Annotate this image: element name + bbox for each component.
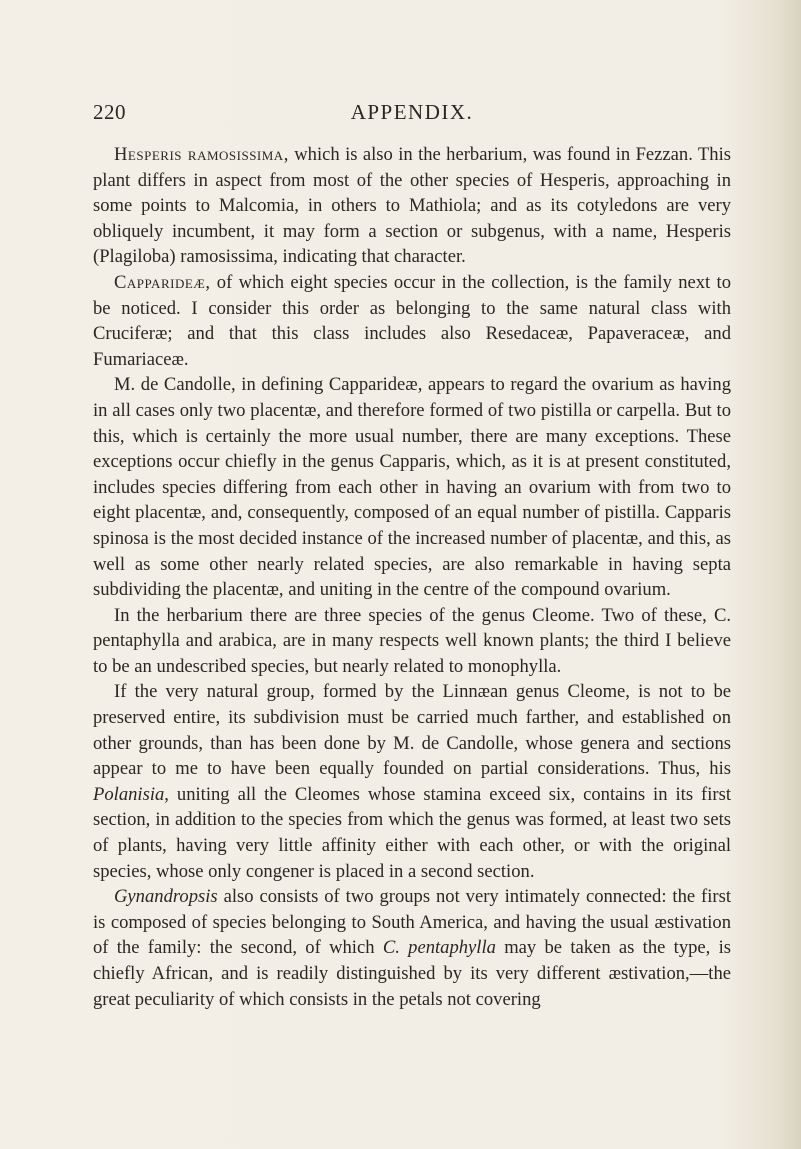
paragraph-text: of which eight species occur in the collection, is the family next to be noticed. I consider this order as belonging to the same natural class with Cruciferæ; and that this class includes also Resedaceæ, Papaveraceæ, and Fumariaceæ. <box>93 271 731 370</box>
page-number: 220 <box>93 100 126 124</box>
italic-genus: Gynandropsis <box>114 886 218 908</box>
paragraph-text: In the herbarium there are three species of the genus Cleome. Two of these, C. pentaphylla and arabica, are in many respects well known plants; the third I believe to be an undescribed species, but nearly related to monophylla. <box>93 604 731 677</box>
paragraph-gynandropsis <box>93 884 731 1012</box>
lead-term: Hesperis ramosissima, <box>114 144 289 165</box>
paragraph-polanisia <box>93 679 731 884</box>
paragraph-text: also consists of two groups not very intimately connected: the first is composed of species belonging to South America, and having the usual æstivation of the family: the second, of which <box>93 886 731 959</box>
paragraph-hesperis <box>93 142 731 270</box>
lead-term: Capparideæ, <box>114 271 211 293</box>
paragraph-text: , uniting all the Cleomes whose stamina exceed six, contains in its first section, in addition to the species from which the genus was formed, at least two sets of plants, having very little affinity either with each other, or with the original species, whose only congener is placed in a second section. <box>93 783 731 882</box>
paragraph-text: If the very natural group, formed by the Linnæan genus Cleome, is not to be preserved entire, its subdivision must be carried much farther, and established on other grounds, than has been done by M. de Candolle, whose genera and sections appear to me to have been equally founded on partial considerations. Thus, his <box>93 681 731 780</box>
page-header <box>93 100 731 130</box>
paragraph-capparideae <box>93 270 731 372</box>
paragraph-cleome <box>93 603 731 680</box>
paragraph-text: may be taken as the type, is chiefly African, and is readily distinguished by its very different æstivation,—the great peculiarity of which consists in the petals not covering <box>93 937 732 1010</box>
paragraph-text: M. de Candolle, in defining Capparideæ, appears to regard the ovarium as having in all cases only two placentæ, and therefore formed of two pistilla or carpella. But to this, which is certainly the more usual number, there are many exceptions. These exceptions occur chiefly in the genus Capparis, which, as it is at present constituted, includes species differing from each other in having an ovarium with from two to eight placentæ, and, consequently, composed of an equal number of pistilla. Capparis spinosa is the most decided instance of the increased number of placentæ, and this, as well as some other nearly related species, are also remarkable in having septa subdividing the placentæ, and uniting in the centre of the compound ovarium. <box>93 374 731 601</box>
italic-species: C. pentaphylla <box>382 937 496 959</box>
paragraph-candolle <box>93 372 731 602</box>
body-text <box>93 142 731 1012</box>
paragraph-text: which is also in the herbarium, was found in Fezzan. This plant differs in aspect from most of the other species of Hesperis, approaching in some points to Malcomia, in others to Mathiola; and as its cotyledons are very obliquely incumbent, it may form a section or subgenus, with a name, Hesperis (Plagiloba) ramosissima, indicating that character. <box>93 144 731 268</box>
italic-genus: Polanisia <box>93 783 165 805</box>
running-head: APPENDIX. <box>350 100 474 124</box>
